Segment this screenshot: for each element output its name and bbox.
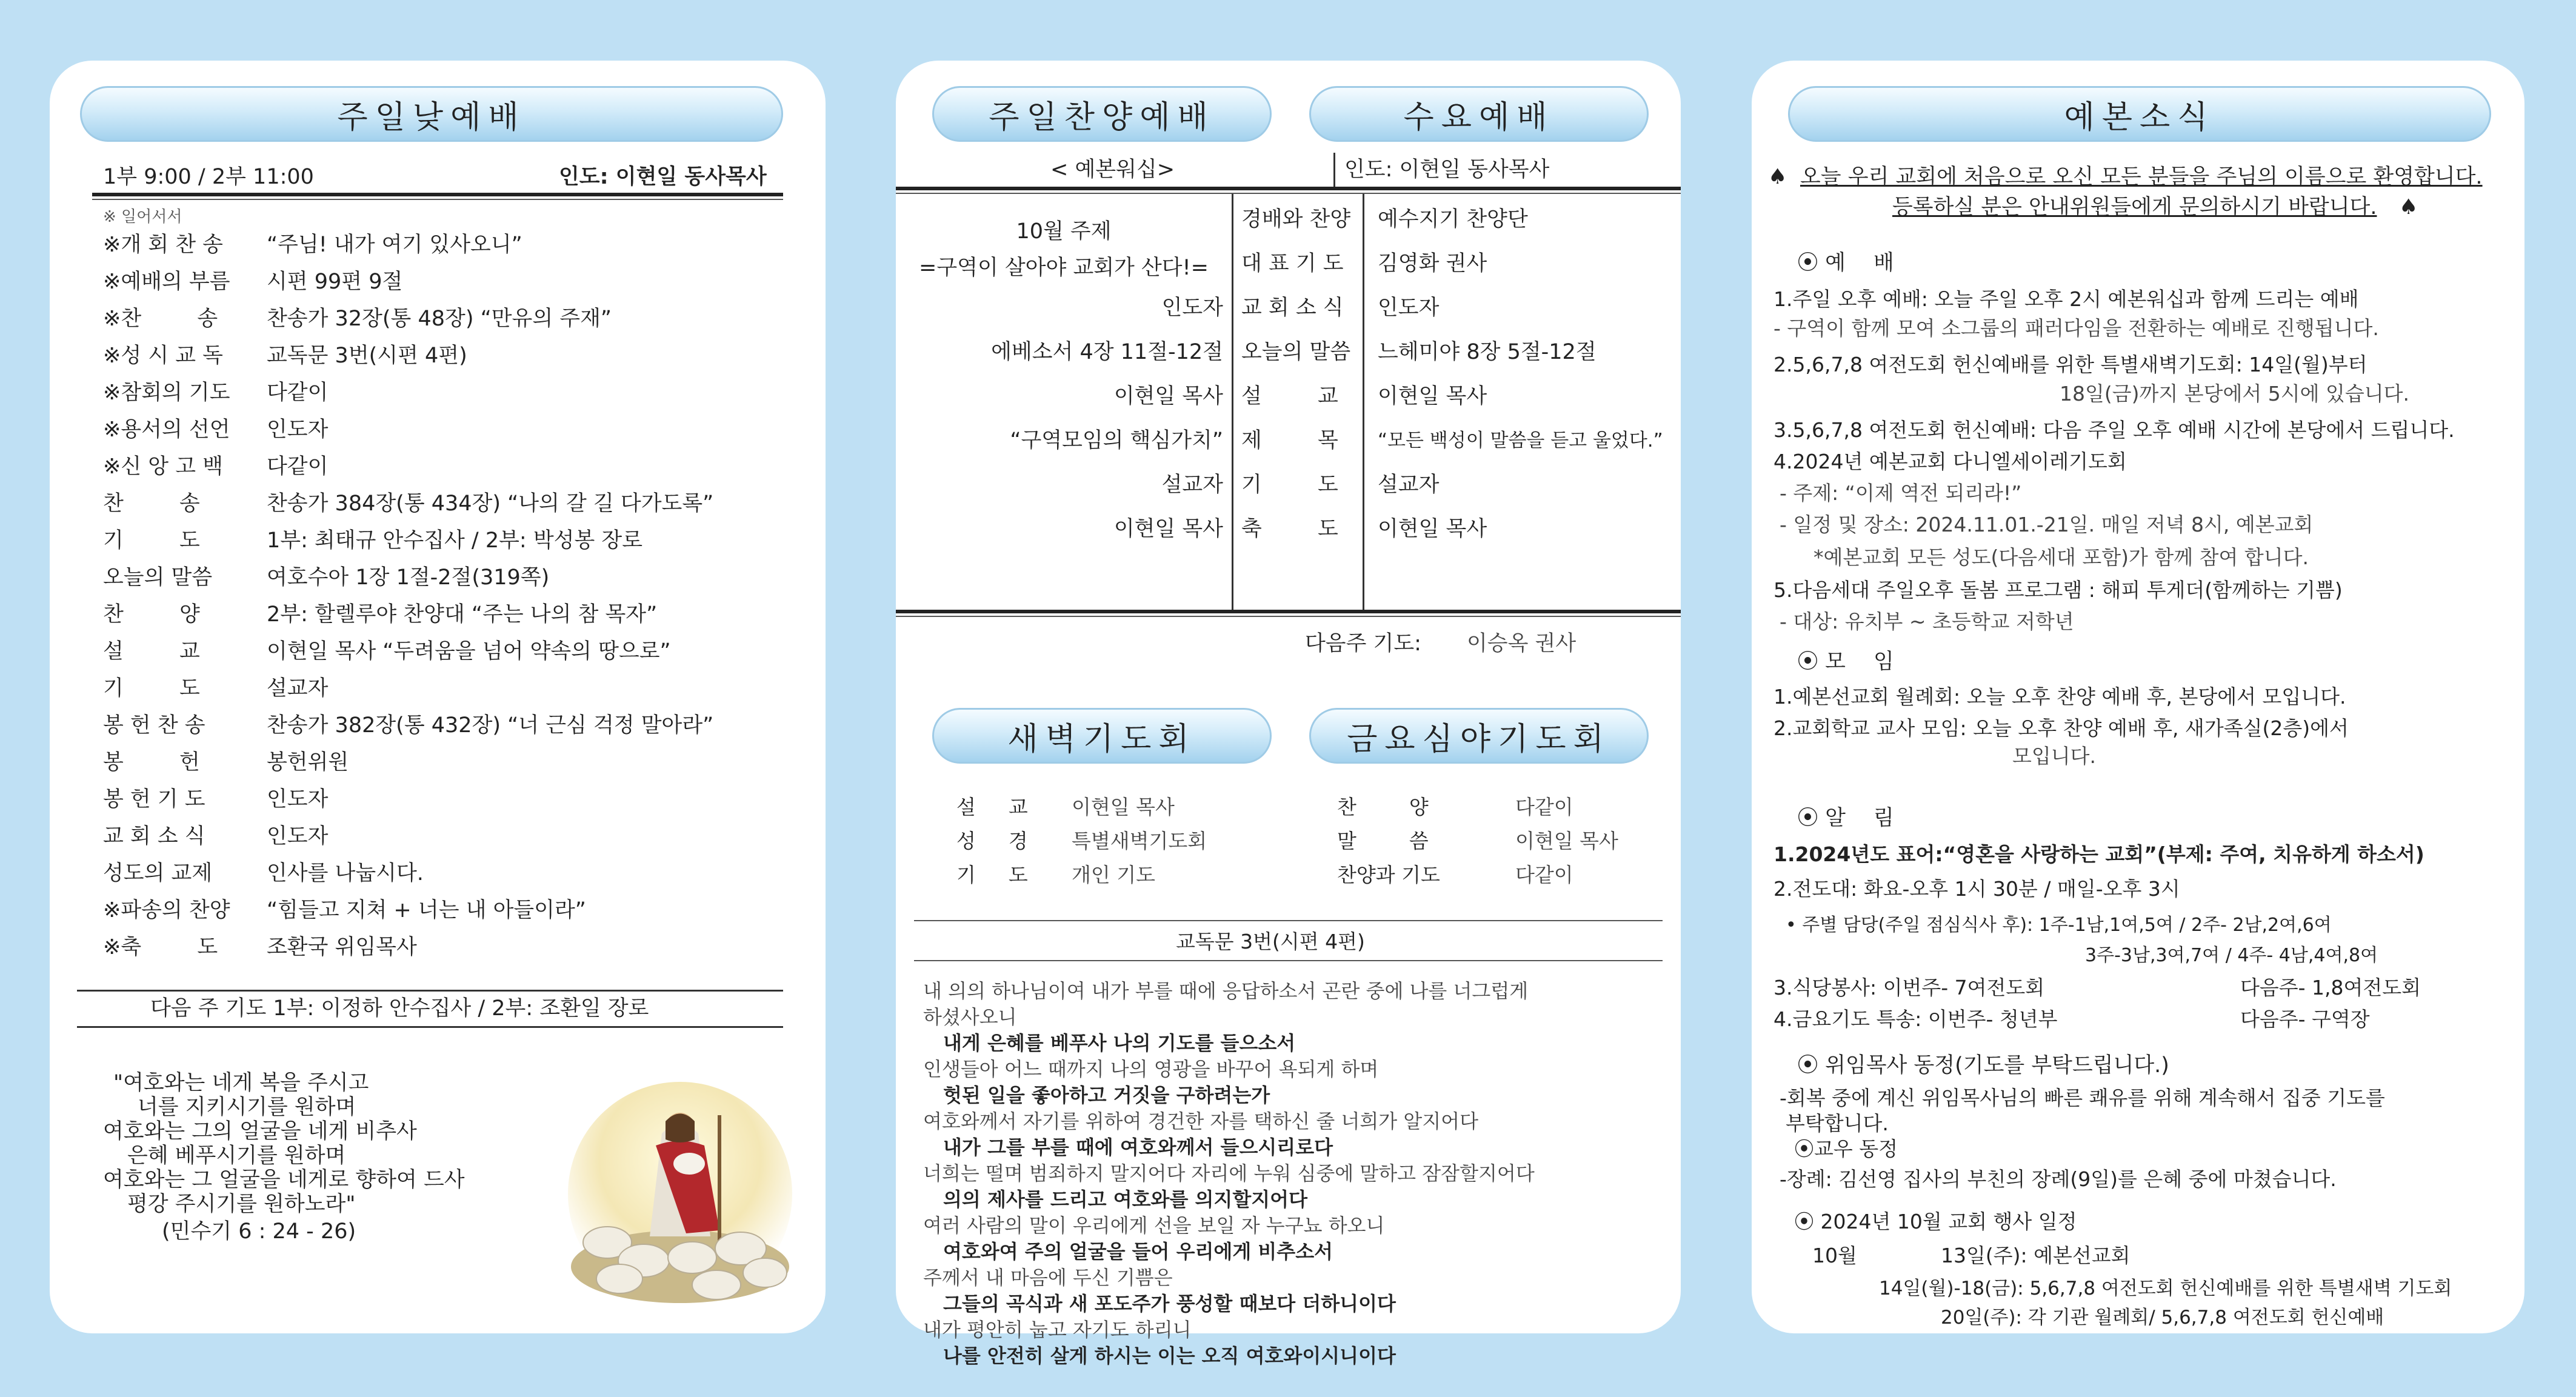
wednesday-label: 축 도 (1241, 517, 1338, 541)
news-item: 1.예본선교회 월례회: 오늘 오후 찬양 예배 후, 본당에서 모입니다. (1774, 685, 2346, 709)
verse-line: 평강 주시기를 원하노라" (127, 1192, 356, 1216)
wednesday-label: 교 회 소 식 (1241, 296, 1344, 320)
event-item: 14일(월)-18(금): 5,6,7,8 여전도회 헌신예배를 위한 특별새벽 기도회 (1879, 1278, 2452, 1299)
news-item: - 일정 및 장소: 2024.11.01.-21일. 매일 저녁 8시, 예본교회 (1780, 513, 2314, 536)
sunday-praise-item: 설교자 (1161, 473, 1223, 497)
order-value: 찬송가 382장(통 432장) “너 근심 걱정 말아라” (267, 713, 714, 738)
order-label: 봉 헌 (103, 750, 200, 775)
order-value: 인도자 (267, 824, 329, 849)
order-label: ※용서의 선언 (103, 418, 230, 442)
news-item: 모입니다. (2012, 744, 2097, 768)
order-label: 찬 송 (103, 492, 200, 516)
news-item: -회복 중에 계신 위임목사님의 빠른 쾌유를 위해 계속해서 집중 기도를 (1780, 1086, 2385, 1110)
news-item: 2.전도대: 화요-오후 1시 30분 / 매일-오후 3시 (1774, 877, 2180, 901)
sunday-praise-item: 10월 주제 (1016, 219, 1112, 244)
order-value: 설교자 (267, 676, 329, 701)
order-value: 이현일 목사 “두려움을 넘어 약속의 땅으로” (267, 639, 671, 664)
wednesday-value: 느헤미야 8장 5절-12절 (1378, 340, 1597, 364)
reading-line: 여호와여 주의 얼굴을 들어 우리에게 비추소서 (943, 1240, 1333, 1263)
order-label: ※찬 송 (103, 307, 218, 331)
reading-line: 헛된 일을 좋아하고 거짓을 구하려는가 (943, 1084, 1270, 1107)
reading-line: 내 의의 하나님이여 내가 부를 때에 응답하소서 곤란 중에 나를 너그럽게 (923, 979, 1529, 1002)
order-value: 봉헌위원 (267, 750, 349, 775)
order-value: 찬송가 384장(통 434장) “나의 갈 길 다가도록” (267, 492, 714, 516)
verse-line: "여호와는 네게 복을 주시고 (113, 1071, 369, 1095)
order-label: 설 교 (103, 639, 200, 664)
friday-value: 이현일 목사 (1515, 829, 1618, 853)
section-members: ⦿교우 동정 (1794, 1137, 1898, 1161)
sunday-worship-title: 주일낮예배 (80, 86, 783, 142)
order-label: 오늘의 말씀 (103, 565, 213, 590)
sunday-praise-item: 인도자 (1161, 296, 1223, 320)
sunday-praise-title: 주일찬양예배 (932, 86, 1272, 142)
order-label: ※개 회 찬 송 (103, 233, 223, 257)
order-label: 봉 헌 찬 송 (103, 713, 205, 738)
order-label: 기 도 (103, 676, 200, 701)
divider (92, 199, 783, 200)
verse-line: 여호와는 그 얼굴을 네게로 향하여 드사 (103, 1168, 465, 1192)
reading-line: 너희는 떨며 범죄하지 말지어다 자리에 누워 심중에 말하고 잠잠할지어다 (923, 1162, 1535, 1185)
wednesday-label: 경배와 찬양 (1241, 207, 1351, 232)
wednesday-value: 이현일 목사 (1378, 517, 1487, 541)
order-value: 시편 99편 9절 (267, 270, 403, 294)
friday-label: 찬 양 (1337, 795, 1429, 819)
responsive-reading-title: 교독문 3번(시편 4편) (1176, 930, 1365, 953)
order-value: 인도자 (267, 418, 329, 442)
order-value: 인도자 (267, 787, 329, 812)
order-label: 봉 헌 기 도 (103, 787, 205, 812)
dawn-value: 이현일 목사 (1072, 795, 1175, 819)
news-item: 3.식당봉사: 이번주- 7여전도회 (1774, 976, 2045, 999)
order-label: 기 도 (103, 528, 200, 553)
wednesday-label: 기 도 (1241, 473, 1338, 497)
friday-value: 다같이 (1515, 863, 1573, 887)
section-events: ⦿ 2024년 10월 교회 행사 일정 (1794, 1210, 2077, 1233)
shepherd-image (565, 1079, 795, 1309)
order-value: “힘들고 지쳐 + 너는 내 아들이라” (267, 898, 586, 922)
verse-line: 너를 지키시기를 원하며 (138, 1095, 356, 1119)
news-item: 4.금요기도 특송: 이번주- 청년부 (1774, 1007, 2058, 1031)
worship-leader: 인도: 이현일 동사목사 (559, 165, 767, 189)
divider (914, 960, 1663, 961)
order-value: 다같이 (267, 455, 329, 479)
divider (92, 193, 783, 196)
friday-label: 찬양과 기도 (1337, 863, 1440, 887)
sunday-praise-item: 에베소서 4장 11절-12절 (991, 340, 1223, 364)
dawn-label: 성 경 (956, 829, 1028, 853)
reading-line: 하셨사오니 (923, 1005, 1017, 1029)
order-label: ※신 앙 고 백 (103, 455, 223, 479)
news-item: 3.5,6,7,8 여전도회 헌신예배: 다음 주일 오후 예배 시간에 본당에서 드립니다. (1774, 418, 2455, 442)
sunday-praise-item: “구역모임의 핵심가치” (1010, 428, 1223, 453)
verse-line: 여호와는 그의 얼굴을 네게 비추사 (103, 1119, 417, 1144)
order-label: 교 회 소 식 (103, 824, 205, 849)
divider (1333, 153, 1335, 189)
order-label: 성도의 교제 (103, 861, 213, 885)
divider (1363, 194, 1364, 612)
divider (77, 1026, 783, 1028)
dawn-prayer-title: 새벽기도회 (932, 708, 1272, 764)
worship-subtitle: < 예본워십> (1050, 158, 1175, 182)
sunday-praise-item: 이현일 목사 (1113, 517, 1223, 541)
news-item: 3주-3남,3여,7여 / 4주- 4남,4여,8여 (2085, 945, 2378, 966)
event-month: 10월 (1812, 1244, 1857, 1267)
news-item: 5.다음세대 주일오후 돌봄 프로그램 : 해피 투게더(함께하는 기쁨) (1774, 578, 2343, 602)
welcome-line: 등록하실 분은 안내위원들에게 문의하시기 바랍니다. (1892, 195, 2377, 219)
news-item: -장례: 김선영 집사의 부친의 장례(9일)를 은혜 중에 마쳤습니다. (1780, 1167, 2337, 1191)
wednesday-label: 오늘의 말씀 (1241, 340, 1351, 364)
order-value: 1부: 최태규 안수집사 / 2부: 박성봉 장로 (267, 528, 643, 553)
wednesday-value: 예수지기 찬양단 (1378, 207, 1528, 232)
friday-value: 다같이 (1515, 795, 1573, 819)
dawn-value: 특별새벽기도회 (1072, 829, 1207, 853)
reading-line: 인생들아 어느 때까지 나의 영광을 바꾸어 욕되게 하며 (923, 1058, 1379, 1081)
sunday-praise-item: =구역이 살아야 교회가 산다!= (919, 256, 1209, 280)
next-week-prayer-label: 다음주 기도: (1305, 632, 1421, 656)
wednesday-worship-title: 수요예배 (1309, 86, 1649, 142)
church-news-panel (1752, 61, 2524, 1333)
sunday-praise-item: 이현일 목사 (1113, 384, 1223, 408)
news-item: • 주별 담당(주일 점심식사 후): 1주-1남,1여,5여 / 2주- 2남,2여,6여 (1786, 915, 2332, 936)
news-item: 4.2024년 예본교회 다니엘세이레기도회 (1774, 450, 2127, 473)
reading-line: 나를 안전히 살게 하시는 이는 오직 여호와이시니이다 (943, 1344, 1396, 1367)
news-item: - 구역이 함께 모여 소그룹의 패러다임을 전환하는 예배로 진행됩니다. (1774, 316, 2379, 340)
divider (896, 187, 1681, 190)
wednesday-value: 김영화 권사 (1378, 252, 1487, 276)
reading-line: 그들의 곡식과 새 포도주가 풍성할 때보다 더하니이다 (943, 1292, 1396, 1315)
order-value: 다같이 (267, 381, 329, 405)
wednesday-leader: 인도: 이현일 동사목사 (1344, 158, 1550, 182)
wednesday-value: 이현일 목사 (1378, 384, 1487, 408)
news-item: 1.주일 오후 예배: 오늘 주일 오후 2시 예본워십과 함께 드리는 예배 (1774, 287, 2359, 311)
news-item: 다음주- 1,8여전도회 (2240, 976, 2421, 999)
order-label: ※예배의 부름 (103, 270, 230, 294)
order-value: 인사를 나눕시다. (267, 861, 424, 885)
dawn-value: 개인 기도 (1072, 863, 1156, 887)
reading-line: 내가 평안히 눕고 자기도 하리니 (923, 1318, 1192, 1341)
reading-line: 의의 제사를 드리고 여호와를 의지할지어다 (943, 1188, 1307, 1211)
news-item: 부탁합니다. (1786, 1112, 1889, 1135)
news-item: - 주제: “이제 역전 되리라!” (1780, 481, 2022, 505)
news-item: *예본교회 모든 성도(다음세대 포함)가 함께 참여 합니다. (1814, 545, 2309, 569)
service-times: 1부 9:00 / 2부 11:00 (103, 165, 314, 189)
order-value: 찬송가 32장(통 48장) “만유의 주재” (267, 307, 612, 331)
divider (914, 920, 1663, 921)
wednesday-value: 설교자 (1378, 473, 1440, 497)
news-item: 다음주- 구역장 (2240, 1007, 2370, 1031)
order-label: ※축 도 (103, 935, 218, 959)
next-week-prayer: 다음 주 기도 1부: 이정하 안수집사 / 2부: 조환일 장로 (150, 996, 649, 1021)
divider (1232, 194, 1233, 612)
event-item: 13일(주): 예본선교회 (1941, 1244, 2131, 1267)
news-item: 2.5,6,7,8 여전도회 헌신예배를 위한 특별새벽기도회: 14일(월)부터 (1774, 353, 2367, 376)
spade-icon: ♠ (2399, 195, 2418, 219)
dawn-label: 기 도 (956, 863, 1028, 887)
order-label: 찬 양 (103, 602, 200, 627)
wednesday-label: 대 표 기 도 (1241, 252, 1344, 276)
section-pastor: ⦿ 위임목사 동정(기도를 부탁드립니다.) (1797, 1053, 2169, 1078)
reading-line: 주께서 내 마음에 두신 기쁨은 (923, 1266, 1173, 1289)
divider (896, 616, 1681, 617)
church-news-title: 예본소식 (1788, 86, 2491, 142)
order-label: ※참회의 기도 (103, 381, 230, 405)
order-value: “주님! 내가 여기 있사오니” (267, 233, 522, 257)
order-value: 여호수아 1장 1절-2절(319쪽) (267, 565, 550, 590)
order-value: 조환국 위임목사 (267, 935, 417, 959)
divider (896, 193, 1681, 194)
stand-note: ※ 일어서서 (103, 208, 182, 226)
verse-reference: (민수기 6 : 24 - 26) (162, 1219, 356, 1244)
order-label: ※성 시 교 독 (103, 344, 223, 368)
section-meetings: ⦿ 모 임 (1797, 650, 1894, 674)
friday-prayer-title: 금요심야기도회 (1309, 708, 1649, 764)
spade-icon: ♠ (1768, 165, 1787, 189)
verse-line: 은혜 베푸시기를 원하며 (127, 1144, 346, 1168)
news-item: 1.2024년도 표어:“영혼을 사랑하는 교회”(부제: 주여, 치유하게 하소서) (1774, 842, 2424, 866)
event-item: 20일(주): 각 기관 월례회/ 5,6,7,8 여전도회 헌신예배 (1941, 1307, 2384, 1329)
news-item: 2.교회학교 교사 모임: 오늘 오후 찬양 예배 후, 새가족실(2층)에서 (1774, 716, 2349, 740)
order-value: 교독문 3번(시편 4편) (267, 344, 467, 368)
dawn-label: 설 교 (956, 795, 1028, 819)
wednesday-value: 인도자 (1378, 296, 1440, 320)
reading-line: 여호와께서 자기를 위하여 경건한 자를 택하신 줄 너희가 알지어다 (923, 1110, 1479, 1133)
wednesday-label: 설 교 (1241, 384, 1338, 408)
reading-line: 여러 사람의 말이 우리에게 선을 보일 자 누구뇨 하오니 (923, 1214, 1385, 1237)
news-item: - 대상: 유치부 ~ 초등학교 저학년 (1780, 610, 2074, 633)
news-item: 18일(금)까지 본당에서 5시에 있습니다. (2060, 382, 2409, 405)
welcome-line: 오늘 우리 교회에 처음으로 오신 모든 분들을 주님의 이름으로 환영합니다. (1800, 165, 2483, 189)
reading-line: 내게 은혜를 베푸사 나의 기도를 들으소서 (943, 1032, 1296, 1055)
order-value: 2부: 할렐루야 찬양대 “주는 나의 참 목자” (267, 602, 658, 627)
wednesday-value: “모든 백성이 말씀을 듣고 울었다.” (1378, 430, 1663, 452)
evening-worship-panel (896, 61, 1681, 1367)
divider (896, 610, 1681, 613)
section-notices: ⦿ 알 림 (1797, 806, 1894, 830)
friday-label: 말 씀 (1337, 829, 1429, 853)
section-worship: ⦿ 예 배 (1797, 251, 1894, 275)
divider (77, 990, 783, 992)
wednesday-label: 제 목 (1241, 428, 1338, 453)
sunday-worship-panel (50, 61, 826, 1333)
next-week-prayer-name: 이승옥 권사 (1467, 632, 1577, 656)
reading-line: 내가 그를 부를 때에 여호와께서 들으시리로다 (943, 1136, 1333, 1159)
order-label: ※파송의 찬양 (103, 898, 230, 922)
